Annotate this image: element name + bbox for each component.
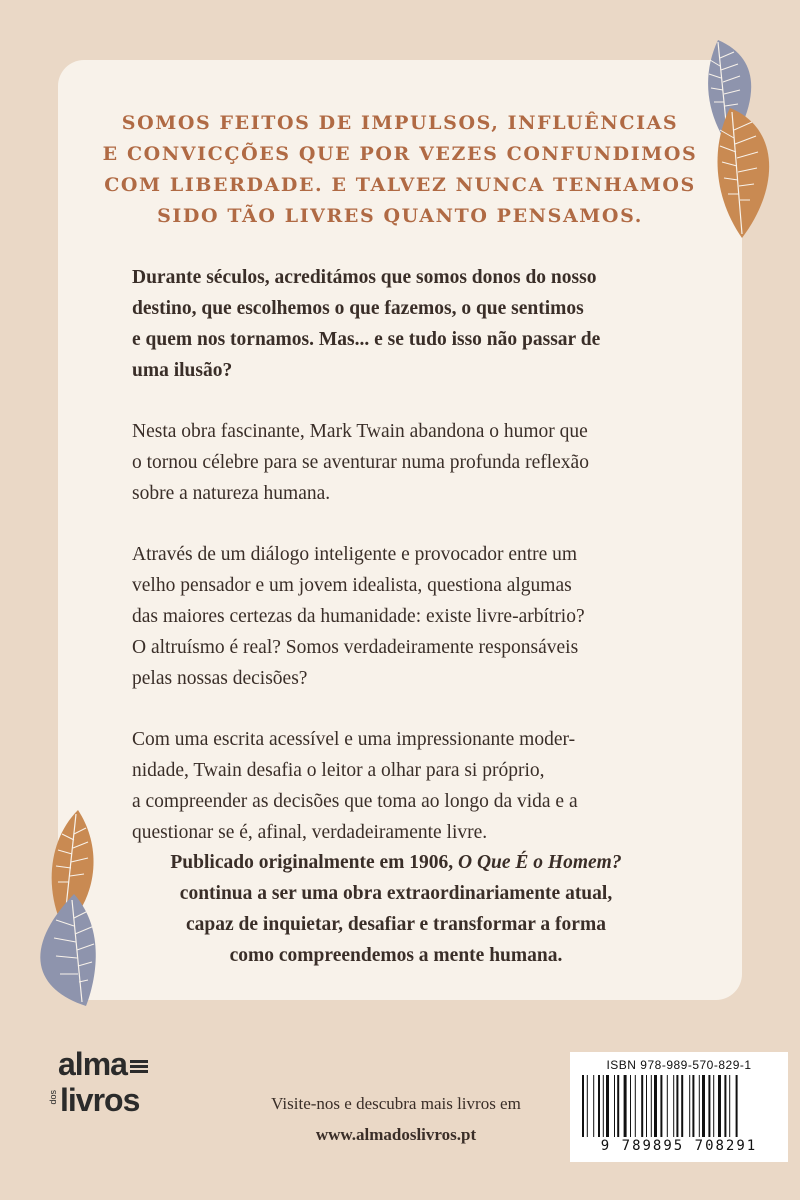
closing-line: como compreendemos a mente humana. — [229, 945, 563, 966]
isbn-number: ISBN 978-989-570-829-1 — [606, 1058, 752, 1072]
closing-line: capaz de inquietar, desafiar e transformar a forma — [186, 914, 606, 935]
synopsis-line: das maiores certezas da humanidade: existe livre-arbítrio? — [132, 606, 585, 627]
closing-statement — [96, 847, 696, 971]
closing-line: continua a ser uma obra extraordinariamente atual, — [179, 883, 613, 904]
logo-text-side: dos — [48, 1090, 58, 1105]
book-title: O Que É o Homem? — [458, 852, 622, 873]
synopsis-line: e quem nos tornamos. Mas... e se tudo isso não passar de — [132, 329, 601, 350]
synopsis-line: Com uma escrita acessível e uma impressionante moder- — [132, 729, 576, 750]
synopsis-paragraph — [132, 539, 692, 694]
synopsis-line: questionar se é, afinal, verdadeiramente livre. — [132, 822, 488, 843]
synopsis-line: o tornou célebre para se aventurar numa profunda reflexão — [132, 452, 589, 473]
publisher-info — [196, 1088, 596, 1150]
synopsis-line: Durante séculos, acreditámos que somos donos do nosso — [132, 267, 597, 288]
visit-text: Visite-nos e descubra mais livros em — [271, 1094, 521, 1113]
synopsis-line: Através de um diálogo inteligente e provocador entre um — [132, 544, 578, 565]
synopsis — [132, 262, 692, 878]
synopsis-line: O altruísmo é real? Somos verdadeiramente responsáveis — [132, 637, 579, 658]
synopsis-line: uma ilusão? — [132, 360, 233, 381]
logo-bars-icon — [130, 1060, 148, 1075]
synopsis-line: Nesta obra fascinante, Mark Twain abandona o humor que — [132, 421, 588, 442]
synopsis-line: nidade, Twain desafia o leitor a olhar para si próprio, — [132, 760, 545, 781]
publisher-logo — [30, 1046, 154, 1138]
synopsis-line: destino, que escolhemos o que fazemos, o que sentimos — [132, 298, 584, 319]
publisher-url[interactable]: www.almadoslivros.pt — [315, 1125, 477, 1144]
logo-text-bottom: livros — [60, 1082, 140, 1118]
logo-text-top: alma — [58, 1046, 127, 1082]
tagline-line: SOMOS FEITOS DE IMPULSOS, INFLUÊNCIAS — [121, 112, 679, 134]
barcode-icon — [578, 1075, 780, 1137]
synopsis-paragraph — [132, 724, 692, 848]
tagline-line: COM LIBERDADE. E TALVEZ NUNCA TENHAMOS — [104, 174, 696, 196]
tagline-line: SIDO TÃO LIVRES QUANTO PENSAMOS. — [157, 205, 643, 227]
synopsis-line: velho pensador e um jovem idealista, questiona algumas — [132, 575, 572, 596]
tagline — [58, 108, 742, 232]
closing-prefix: Publicado originalmente em 1906, — [170, 852, 458, 873]
closing-line — [96, 847, 696, 878]
synopsis-paragraph — [132, 416, 692, 509]
synopsis-line: a compreender as decisões que toma ao longo da vida e a — [132, 791, 578, 812]
synopsis-intro — [132, 262, 692, 386]
synopsis-line: sobre a natureza humana. — [132, 483, 331, 504]
isbn-barcode — [570, 1052, 788, 1162]
ean-digits: 9 789895 708291 — [600, 1138, 758, 1154]
synopsis-line: pelas nossas decisões? — [132, 668, 308, 689]
tagline-line: E CONVICÇÕES QUE POR VEZES CONFUNDIMOS — [102, 143, 698, 165]
